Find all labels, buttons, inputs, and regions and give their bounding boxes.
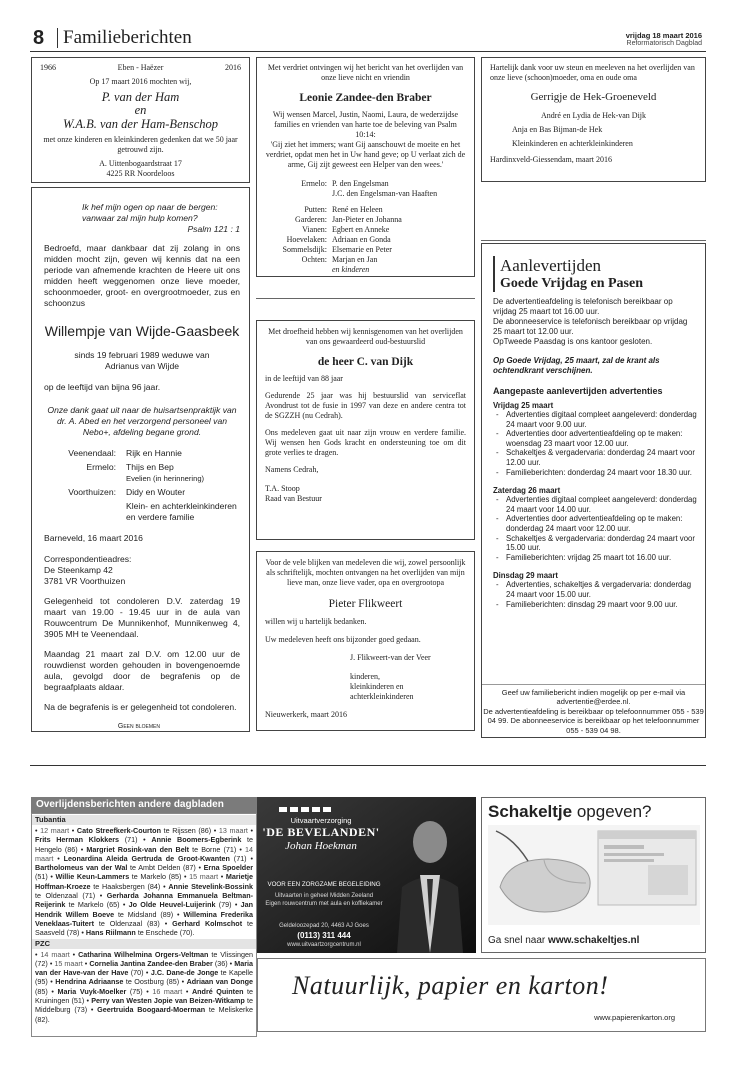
pzc-entries xyxy=(32,950,256,1024)
signature-2: kinderen, xyxy=(350,672,380,681)
entry-place: te Kruiningen (51) xyxy=(35,986,254,1006)
entry-name: Bartholomeus van der Wal xyxy=(35,863,128,873)
address-line2: 4225 RR Noordeloos xyxy=(106,169,175,178)
bullet: - xyxy=(496,533,499,543)
thanks-intro: Voor de vele blijken van medeleven die wij, zowel persoonlijk als schriftelijk, mochten ontvangen na het overlijden van mijn lieve man, onze lieve vader, opa en overgrootopa xyxy=(265,558,466,587)
deceased-name: Pieter Flikweert xyxy=(328,598,403,610)
family-row xyxy=(265,205,466,215)
entry-name: Adriaan van Donge xyxy=(186,977,253,987)
family-name: Jan-Pieter en Johanna xyxy=(332,215,402,224)
ad-address: Geldeloozepad 20, 4463 AJ Goes xyxy=(279,923,369,929)
bullet: - xyxy=(496,410,499,419)
entry-name: Willemina Frederika Veneklaas-Tuitert xyxy=(35,909,254,928)
family-place: Ermelo: xyxy=(86,462,116,472)
entry-name: Gerharda Johanna Emmanuela Beltman-Reijerink xyxy=(35,891,253,910)
schedule-item xyxy=(493,553,697,563)
place-date: Hardinxveld-Giessendam, maart 2016 xyxy=(490,155,612,164)
after-funeral-text: Na de begrafenis is er gelegenheid tot condoleren. xyxy=(44,702,237,712)
entry-place: te Borne (71) xyxy=(192,844,237,854)
entry-place: (85) xyxy=(35,986,48,996)
schedule-item xyxy=(493,448,697,467)
entry-name: Geertruida Boogaard-Moerman xyxy=(97,1005,206,1015)
schedule-item xyxy=(493,600,697,610)
entry-name: Perry van Westen Jopie van Beizen-Witkamp xyxy=(91,996,245,1006)
bullet: - xyxy=(496,552,499,562)
entry-name: Erna Spoelder xyxy=(203,863,253,873)
entry-name: Jo Olde Heuvel-Luijerink xyxy=(128,900,216,910)
body-text-2: Ons medeleven gaat uit naar zijn vrouw en verdere familie. Wij wensen hen Gods kracht en ondersteuning toe om dit grote verlies te dragen. xyxy=(265,428,466,457)
name-husband: P. van der Ham xyxy=(101,90,180,104)
death-entry: • Willemina Frederika Veneklaas-Tuitert te Oldenzaal (83) xyxy=(35,909,254,928)
other-papers-heading: Overlijdensberichten andere dagbladen xyxy=(31,797,257,813)
entry-date: 15 maart xyxy=(54,958,83,968)
notice-title: Aanlevertijden xyxy=(500,256,602,275)
schedule-item xyxy=(493,468,697,478)
schakeltje-title-bold: Schakeltje xyxy=(488,802,573,821)
family-line3: Kleinkinderen en achterkleinkinderen xyxy=(512,139,633,148)
family-names xyxy=(126,487,185,498)
children-line: en kinderen xyxy=(332,265,370,274)
family-name: Marjan en Jan xyxy=(332,255,378,264)
entry-name: Hans Riilmann xyxy=(85,928,136,938)
year-right: 2016 xyxy=(225,63,241,72)
death-entry: • Annie Stevelink-Bossink te Oldenzaal (71) xyxy=(35,881,253,901)
entry-date: 14 maart xyxy=(35,844,254,863)
family-names xyxy=(126,448,182,459)
death-entry: • Maria van der Have-van der Have (70) xyxy=(35,958,253,978)
schakeltje-footer-text: Ga snel naar xyxy=(488,935,549,946)
anniversary-body: met onze kinderen en kleinkinderen gedenken dat we 50 jaar getrouwd zijn. xyxy=(43,135,238,154)
divider xyxy=(256,298,475,299)
entry-place: te Haaksbergen (84) xyxy=(93,881,161,891)
page-number: 8 xyxy=(33,27,45,49)
notice-subtitle: Goede Vrijdag en Pasen xyxy=(500,276,643,291)
delivery-times-notice xyxy=(481,243,706,738)
family-place: Voorthuizen: xyxy=(68,487,116,497)
ad-website[interactable]: www.uitvaartzorgcentrum.nl xyxy=(287,942,361,948)
schedule-day: Dinsdag 29 maart xyxy=(493,571,558,581)
paper-cardboard-ad[interactable] xyxy=(257,958,706,1032)
address-line1: A. Uittenbogaardstraat 17 xyxy=(99,159,182,168)
schedule-item-text: Advertenties door advertentieafdeling op te maken: woensdag 23 maart voor 12.00 uur. xyxy=(506,429,683,448)
signature-4: achterkleinkinderen xyxy=(350,692,414,701)
schedule-item-text: Familieberichten: dinsdag 29 maart voor 9.00 uur. xyxy=(506,599,678,609)
family-list xyxy=(265,179,466,265)
paper-tubantia: Tubantia xyxy=(32,815,256,825)
family-row xyxy=(265,255,466,265)
family-names xyxy=(332,225,389,235)
family-names xyxy=(126,501,237,523)
schedule-item xyxy=(493,410,697,429)
family-name: J.C. den Engelsman-van Haaften xyxy=(332,189,438,198)
entry-name: Maria Vuyk-Moelker xyxy=(57,986,127,996)
obituary-intro: Met verdriet ontvingen wij het bericht van het overlijden van onze lieve nicht en vriendin xyxy=(267,63,464,82)
schakeltje-title-rest: opgeven? xyxy=(572,802,652,821)
family-names xyxy=(332,179,437,199)
schedule-day: Zaterdag 26 maart xyxy=(493,486,561,496)
family-place: Ochten: xyxy=(301,255,327,264)
death-entry: • J.C. Dane-de Jonge te Kapelle (95) xyxy=(35,968,253,987)
schedule-day: Vrijdag 25 maart xyxy=(493,401,554,410)
death-entry: • 12 maart • Cato Streefkerk-Courton te Rijssen (86) xyxy=(35,826,212,835)
family-place: Ermelo: xyxy=(301,179,327,188)
ad-line1: Uitvaartverzorging xyxy=(290,816,352,825)
death-entry: • 15 maart • Marietje Hoffman-Kroeze te Haaksbergen (84) xyxy=(35,872,254,891)
death-entry: • Geertruida Boogaard-Moerman te Meliskerke (82). xyxy=(35,1005,254,1024)
entry-place: te Kapelle (95) xyxy=(35,968,253,987)
entry-place: te Saasveld (78) xyxy=(35,918,253,938)
family-name: René en Heleen xyxy=(332,205,383,214)
section-rule xyxy=(30,765,706,766)
death-entry: • 15 maart • Cornelia Jantina Zandee-den Braber (36) xyxy=(47,958,228,968)
signature-1: J. Flikweert-van der Veer xyxy=(350,653,431,662)
family-row xyxy=(265,235,466,245)
death-entry: • 13 maart • Frits Herman Klokkers (71) xyxy=(35,826,254,845)
entry-place: (70) xyxy=(130,968,144,978)
entry-name: Frits Herman Klokkers xyxy=(35,835,120,845)
entry-date: 15 maart xyxy=(189,872,219,882)
family-line1: André en Lydia de Hek-van Dijk xyxy=(540,111,647,120)
entry-place: (79) xyxy=(218,900,232,910)
correspondence-line1: De Steenkamp 42 xyxy=(44,565,113,575)
anniversary-intro: Op 17 maart 2016 mochten wij, xyxy=(89,77,192,86)
death-entry: • Bartholomeus van der Wal te Ambt Delden (87) xyxy=(35,853,253,873)
entry-place: (71) xyxy=(233,853,247,863)
thanks-flikweert xyxy=(256,551,475,731)
verse-line1: Ik hef mijn ogen op naar de bergen: xyxy=(82,202,218,212)
bullet: - xyxy=(496,467,499,477)
schedule-item-text: Schakeltjes & vergadervaria: donderdag 24 maart voor 12.00 uur. xyxy=(506,448,695,467)
signature-3: kleinkinderen en xyxy=(350,682,404,691)
family-name: en verdere familie xyxy=(126,512,195,522)
family-place: Garderen: xyxy=(295,215,327,224)
body-text-1: Gedurende 25 jaar was hij bestuurslid van serviceflat Avondrust tot de fusie in 1997 van deze en andere centra tot de SGZZH (nu Cedrah). xyxy=(265,391,466,420)
divider xyxy=(481,240,706,241)
entry-name: Annie Boomers-Egberink xyxy=(151,835,242,845)
schedule-item xyxy=(493,429,697,448)
year-left: 1966 xyxy=(40,63,56,72)
death-entry: • Gerhard Kolmschot te Saasveld (78) xyxy=(35,918,253,938)
signature-name: T.A. Stoop xyxy=(265,484,300,493)
header-rule xyxy=(30,51,706,52)
mouse-laptop-icon xyxy=(488,825,700,925)
funeral-text: Maandag 21 maart zal D.V. om 12.00 uur de rouwdienst worden gehouden in bovengenoemde aula, gevolgd door de begrafenis op de begraafplaats aldaar. xyxy=(44,649,240,692)
death-entry: • Jan Hendrik Willem Boeve te Midsland (89) xyxy=(35,900,254,919)
karton-slogan: Natuurlijk, papier en karton! xyxy=(292,971,609,1000)
entry-name: Gerhard Kolmschot xyxy=(172,918,243,928)
ad-sub2: Eigen rouwcentrum met aula en koffiekamer xyxy=(265,901,383,907)
schedule-item xyxy=(493,580,697,599)
schakeltje-ad[interactable] xyxy=(481,797,706,953)
funeral-service-ad[interactable] xyxy=(257,797,476,953)
condolence-text: Gelegenheid tot condoleren D.V. zaterdag 19 maart van 19.00 - 19.45 uur in de aula van Rouwcentrum De Munnikenhof, Munnikenweg 4, 3905 MH te Veenendaal. xyxy=(44,596,240,639)
header-paper: Reformatorisch Dagblad xyxy=(626,40,702,47)
special-note: Op Goede Vrijdag, 25 maart, zal de krant als ochtendkrant verschijnen. xyxy=(493,356,660,375)
death-entry: • Erna Spoelder (51) xyxy=(35,863,253,882)
entry-place: (75) xyxy=(129,986,143,996)
family-names xyxy=(332,255,377,265)
signature-intro: Namens Cedrah, xyxy=(265,465,319,474)
family-row xyxy=(265,225,466,235)
family-row xyxy=(44,501,240,523)
widow-line1: sinds 19 februari 1989 weduwe van xyxy=(74,350,210,360)
family-line2: Anja en Bas Bijman-de Hek xyxy=(512,125,603,134)
place-date: Barneveld, 16 maart 2016 xyxy=(44,533,143,543)
family-names xyxy=(332,215,402,225)
entry-place: te Oldenzaal (83) xyxy=(98,918,160,928)
entry-place: te Hengelo (86) xyxy=(35,835,253,854)
family-names xyxy=(332,235,391,245)
obituary-van-dijk xyxy=(256,320,475,540)
entry-place: te Oldenzaal (71) xyxy=(35,891,96,901)
deceased-name: Leonie Zandee-den Braber xyxy=(299,92,432,104)
obituary-intro: Bedroefd, maar dankbaar dat zij zolang in ons midden mocht zijn, geven wij kennis dat na een periode van afnemende krachten de Heere uit ons midden heeft weggenomen onze lieve moeder, schoonmoeder, groot- en overgrootmoeder, zus en schoonzus xyxy=(44,243,240,308)
intro-3: OpTweede Paasdag is ons kantoor gesloten. xyxy=(493,337,653,346)
entry-name: Hendrina Adriaanse xyxy=(55,977,124,987)
family-row xyxy=(265,245,466,255)
ad-tagline: VOOR EEN ZORGZAME BEGELEIDING xyxy=(267,881,381,888)
entry-date: 16 maart xyxy=(152,986,183,996)
schedule-item-text: Schakeltjes & vergadervaria: donderdag 24 maart voor 15.00 uur. xyxy=(506,533,695,553)
footer-2: De advertentieafdeling is bereikbaar op telefoonnummer 055 - 539 04 99. De abonneeservice is bereikbaar op het telefoonnummer 055 - 539 04 98. xyxy=(483,706,704,735)
family-list xyxy=(44,448,240,523)
name-wife: W.A.B. van der Ham-Benschop xyxy=(62,117,219,131)
family-name: Adriaan en Gonda xyxy=(332,235,391,244)
wish-text: Wij wensen Marcel, Justin, Naomi, Laura, de wederzijdse families en vrienden van harte toe de beleving van Psalm 10:14: xyxy=(272,110,459,139)
bullet: - xyxy=(496,599,499,609)
family-row xyxy=(44,487,240,498)
obituary-willempje xyxy=(31,187,250,732)
ad-sub1: Uitvaarten in geheel Midden Zeeland xyxy=(274,893,374,899)
intro-2: De abonneeservice is telefonisch bereikbaar op vrijdag 25 maart tot 12.00 uur. xyxy=(493,317,688,336)
widow-line2: Adrianus van Wijde xyxy=(104,361,180,371)
place-date: Nieuwerkerk, maart 2016 xyxy=(265,710,347,719)
footer-1: Geef uw familiebericht indien mogelijk op per e-mail via advertentie@erdee.nl. xyxy=(501,687,686,707)
schedule-days xyxy=(493,401,697,609)
deceased-name: Gerrigje de Hek-Groeneveld xyxy=(530,91,657,103)
notice-footer xyxy=(482,684,705,735)
family-name: Evelien (in herinnering) xyxy=(126,474,205,483)
ad-person: Johan Hoekman xyxy=(285,840,357,852)
deceased-name: Willempje van Wijde-Gaasbeek xyxy=(44,323,240,339)
death-entry: • Jo Olde Heuvel-Luijerink (79) xyxy=(119,900,232,910)
obituary-intro: Met droefheid hebben wij kennisgenomen van het overlijden van ons gewaardeerd oud-bestuurslid xyxy=(268,327,463,346)
schedule-item-text: Familieberichten: vrijdag 25 maart tot 16.00 uur. xyxy=(506,552,672,562)
family-name: Thijs en Bep xyxy=(126,462,174,472)
family-place: Veenendaal: xyxy=(68,448,116,458)
paper-pzc: PZC xyxy=(32,939,256,949)
schedule-item-text: Advertenties door advertentieafdeling op te maken: donderdag 24 maart voor 12.00 uur. xyxy=(506,514,683,533)
entry-name: Cornelia Jantina Zandee-den Braber xyxy=(89,958,213,968)
no-flowers: Geen bloemen xyxy=(117,723,160,730)
entry-place: te Middelburg (73) xyxy=(35,996,253,1015)
schedule-item-text: Advertenties digitaal compleet aangeleverd: donderdag 24 maart voor 14.00 uur. xyxy=(506,495,697,514)
entry-name: Catharina Wilhelmina Orgers-Veltman xyxy=(78,949,209,959)
entry-name: André Quinten xyxy=(191,986,244,996)
header-divider xyxy=(57,28,58,48)
verse-line2: vanwaar zal mijn hulp komen? xyxy=(82,213,198,223)
entry-place: te Ambt Delden (87) xyxy=(129,863,196,873)
family-row xyxy=(44,448,240,459)
death-entry: • Annie Boomers-Egberink te Hengelo (86) xyxy=(35,835,253,854)
death-entry: • 14 maart • Catharina Wilhelmina Orgers-Veltman te Vlissingen (72) xyxy=(35,949,254,968)
schakeltje-title xyxy=(488,802,652,822)
psalm-quote: 'Gij ziet het immers; want Gij aanschouwt de moeite en het verdriet, opdat men het in Uw hand geve; op U verlaat zich de arme, Gij zijt geweest een Helper van den wees.' xyxy=(265,140,466,169)
family-name: Rijk en Hannie xyxy=(126,448,182,458)
tubantia-entries xyxy=(32,826,256,938)
bullet: - xyxy=(496,495,499,505)
deceased-name: de heer C. van Dijk xyxy=(317,356,414,368)
death-entry: • Maria Vuyk-Moelker (75) xyxy=(47,986,143,996)
family-place: Sommelsdijk: xyxy=(282,245,327,254)
intro-1: De advertentieafdeling is telefonisch bereikbaar op vrijdag 25 maart tot 16.00 uur. xyxy=(493,297,673,316)
entry-name: Annie Stevelink-Bossink xyxy=(168,881,253,891)
death-entry: • Hendrina Adriaanse te Oostburg (85) xyxy=(47,977,180,987)
entry-name: Willie Keun-Lammers xyxy=(55,872,130,882)
schedule-item xyxy=(493,534,697,553)
karton-url[interactable]: www.papierenkarton.org xyxy=(594,1013,675,1022)
schedule-item-text: Familieberichten: donderdag 24 maart voor 18.30 uur. xyxy=(506,467,692,477)
motto: Eben - Haëzer xyxy=(117,63,164,72)
death-entry: • Hans Riilmann te Enschede (70). xyxy=(79,928,195,938)
name-and: en xyxy=(134,103,147,117)
schedule-item xyxy=(493,495,697,514)
verse-reference: Psalm 121 : 1 xyxy=(187,224,240,234)
thanks-gerrigje xyxy=(481,57,706,182)
family-row xyxy=(265,215,466,225)
family-row xyxy=(265,179,466,199)
entry-place: (51) xyxy=(35,872,48,882)
entry-place: te Markelo (65) xyxy=(68,900,120,910)
entry-name: Marietje Hoffman-Kroeze xyxy=(35,872,254,891)
entry-place: te Oostburg (85) xyxy=(125,977,180,987)
entry-name: Jan Hendrik Willem Boeve xyxy=(35,900,254,919)
signature-role: Raad van Bestuur xyxy=(265,494,322,503)
thanks-text: willen wij u hartelijk bedanken. xyxy=(265,617,367,626)
bullet: - xyxy=(496,448,499,458)
schedule-item-text: Advertenties, schakeltjes & vergadervaria: donderdag 24 maart voor 15.00 uur. xyxy=(506,580,692,599)
schedule-item xyxy=(493,514,697,533)
deceased-age: op de leeftijd van bijna 96 jaar. xyxy=(44,382,161,392)
thanks-intro: Hartelijk dank voor uw steun en meeleven na het overlijden van onze lieve (schoon)moeder, oma en oude oma xyxy=(490,63,695,82)
entry-place: te Markelo (85) xyxy=(131,872,182,882)
entry-place: te Vlissingen (72) xyxy=(35,949,254,968)
entry-name: Cato Streefkerk-Courton xyxy=(76,826,161,835)
entry-name: Leonardina Aleida Gertruda de Groot-Kwanten xyxy=(63,853,230,863)
family-name: P. den Engelsman xyxy=(332,179,389,188)
bullet: - xyxy=(496,580,499,590)
wish-text: Uw medeleven heeft ons bijzonder goed gedaan. xyxy=(265,635,421,644)
obituary-leonie xyxy=(256,57,475,277)
entry-date: 13 maart xyxy=(218,826,248,835)
death-entry: • Willie Keun-Lammers te Markelo (85) xyxy=(47,872,182,882)
entry-date: 12 maart xyxy=(40,826,70,835)
family-place: Hoevelaken: xyxy=(286,235,327,244)
brand-blocks xyxy=(279,807,331,812)
death-entry: • 14 maart • Leonardina Aleida Gertruda de Groot-Kwanten (71) xyxy=(35,844,254,863)
entry-place: (71) xyxy=(124,835,138,845)
family-names xyxy=(332,205,383,215)
family-names xyxy=(332,245,392,255)
entry-place: (36) xyxy=(214,958,228,968)
family-names xyxy=(126,462,204,484)
schedule-item-text: Advertenties digitaal compleet aangeleverd: donderdag 24 maart voor 9.00 uur. xyxy=(506,410,697,429)
family-place: Putten: xyxy=(304,205,327,214)
death-entry: • 16 maart • André Quinten te Kruiningen (51) xyxy=(35,986,254,1006)
death-entry: • Adriaan van Donge (85) xyxy=(35,977,253,996)
death-entry: • Margriet Rosink-van den Belt te Borne (71) xyxy=(77,844,237,854)
header-date: vrijdag 18 maart 2016 xyxy=(625,31,702,40)
schakeltje-footer xyxy=(488,935,639,946)
family-place xyxy=(44,501,126,523)
family-name: Didy en Wouter xyxy=(126,487,186,497)
correspondence-line2: 3781 VR Voorthuizen xyxy=(44,576,126,586)
entry-date: 14 maart xyxy=(40,949,70,959)
family-name: Elsemarie en Peter xyxy=(332,245,392,254)
entry-place: te Rijssen (86) xyxy=(163,826,212,835)
family-name: Klein- en achterkleinkinderen xyxy=(126,501,237,511)
family-row xyxy=(44,462,240,484)
entry-name: Margriet Rosink-van den Belt xyxy=(86,844,190,854)
bullet: - xyxy=(496,429,499,439)
ad-brand: 'DE BEVELANDEN' xyxy=(262,825,380,839)
page-title: Familieberichten xyxy=(63,27,192,48)
death-entry: • Perry van Westen Jopie van Beizen-Witkamp te Middelburg (73) xyxy=(35,996,253,1015)
entry-name: J.C. Dane-de Jonge xyxy=(150,968,219,978)
bullet: - xyxy=(496,514,499,524)
section-heading: Aangepaste aanlevertijden advertenties xyxy=(493,386,663,396)
family-place: Vianen: xyxy=(302,225,327,234)
entry-place: te Midsland (89) xyxy=(117,909,174,919)
entry-name: Maria van der Have-van der Have xyxy=(35,958,253,978)
anniversary-notice xyxy=(31,57,250,183)
other-papers-list xyxy=(31,813,257,1037)
entry-place: te Enschede (70). xyxy=(137,928,195,938)
family-name: Egbert en Anneke xyxy=(332,225,390,234)
deceased-age: in de leeftijd van 88 jaar xyxy=(265,374,343,383)
thanks-text: Onze dank gaat uit naar de huisartsenpraktijk van dr. A. Abed en het verzorgend personeel van Nebo+, afdeling begane grond. xyxy=(47,405,237,437)
ad-phone: (0113) 311 444 xyxy=(297,931,351,940)
entry-place: te Meliskerke (82). xyxy=(35,1005,254,1024)
correspondence-label: Correspondentieadres: xyxy=(44,554,132,564)
death-entry: • Gerharda Johanna Emmanuela Beltman-Reijerink te Markelo (65) xyxy=(35,891,253,910)
schakeltje-link[interactable]: www.schakeltjes.nl xyxy=(548,935,640,946)
